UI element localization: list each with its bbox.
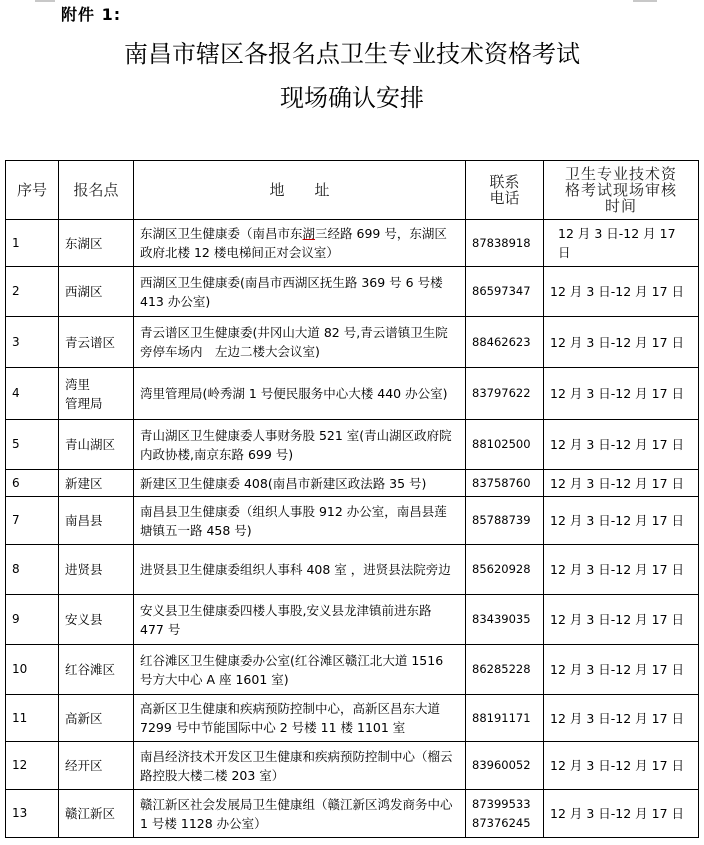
cell-time: 12 月 3 日-12 月 17 日 bbox=[544, 742, 699, 790]
cell-index: 4 bbox=[6, 368, 59, 420]
cell-time: 12 月 3 日-12 月 17 日 bbox=[544, 595, 699, 645]
table-row bbox=[6, 470, 699, 497]
attachment-label: 附件 1: bbox=[61, 5, 122, 24]
document-title-line1: 南昌市辖区各报名点卫生专业技术资格考试 bbox=[124, 40, 580, 68]
cell-address: 高新区卫生健康和疾病预防控制中心，高新区昌东大道 7299 号中节能国际中心 2 号楼 11 楼 1101 室 bbox=[134, 695, 466, 742]
table-row bbox=[6, 545, 699, 595]
header-index: 序号 bbox=[6, 161, 59, 220]
spellcheck-marked-text: 湖 bbox=[302, 226, 316, 241]
cell-time: 12 月 3 日-12 月 17 日 bbox=[544, 790, 699, 838]
cell-index: 6 bbox=[6, 470, 59, 497]
cell-site: 进贤县 bbox=[59, 545, 134, 595]
header-address-char1: 地 bbox=[269, 181, 315, 199]
cell-phone: 88102500 bbox=[466, 420, 544, 470]
table-row bbox=[6, 595, 699, 645]
cell-site: 新建区 bbox=[59, 470, 134, 497]
cell-time: 12 月 3 日-12 月 17 日 bbox=[544, 267, 699, 317]
cell-phone: 83797622 bbox=[466, 368, 544, 420]
cell-address: 西湖区卫生健康委(南昌市西湖区抚生路 369 号 6 号楼 413 办公室) bbox=[134, 267, 466, 317]
table-row bbox=[6, 317, 699, 368]
cell-time: 12 月 3 日-12 月 17 日 bbox=[544, 317, 699, 368]
page-edge-mark bbox=[633, 0, 657, 2]
cell-time: 12 月 3 日-12 月 17 日 bbox=[544, 645, 699, 695]
table-row bbox=[6, 790, 699, 838]
cell-site: 高新区 bbox=[59, 695, 134, 742]
cell-index: 7 bbox=[6, 497, 59, 545]
cell-index: 9 bbox=[6, 595, 59, 645]
cell-site: 赣江新区 bbox=[59, 790, 134, 838]
table-row bbox=[6, 368, 699, 420]
cell-phone: 83960052 bbox=[466, 742, 544, 790]
document-title-line2: 现场确认安排 bbox=[280, 84, 424, 112]
cell-site: 青云谱区 bbox=[59, 317, 134, 368]
cell-time: 12 月 3 日-12 月 17 日 bbox=[544, 497, 699, 545]
header-time bbox=[544, 161, 699, 220]
cell-phone: 83758760 bbox=[466, 470, 544, 497]
cell-time: 12 月 3 日-12 月 17 日 bbox=[544, 420, 699, 470]
site-line2: 管理局 bbox=[65, 395, 103, 411]
table-header-row bbox=[6, 161, 699, 220]
schedule-table bbox=[5, 160, 699, 838]
cell-address: 安义县卫生健康委四楼人事股,安义县龙津镇前进东路 477 号 bbox=[134, 595, 466, 645]
phone-line1: 87399533 bbox=[472, 796, 531, 811]
cell-index: 1 bbox=[6, 220, 59, 267]
cell-index: 10 bbox=[6, 645, 59, 695]
cell-address: 青山湖区卫生健康委人事财务股 521 室(青山湖区政府院内政协楼,南京东路 699 号) bbox=[134, 420, 466, 470]
cell-index: 11 bbox=[6, 695, 59, 742]
cell-address: 红谷滩区卫生健康委办公室(红谷滩区赣江北大道 1516 号方大中心 A 座 1601 室) bbox=[134, 645, 466, 695]
cell-phone: 85620928 bbox=[466, 545, 544, 595]
site-line1: 湾里 bbox=[65, 376, 91, 392]
cell-address: 进贤县卫生健康委组织人事科 408 室 ，进贤县法院旁边 bbox=[134, 545, 466, 595]
cell-site: 红谷滩区 bbox=[59, 645, 134, 695]
cell-address: 赣江新区社会发展局卫生健康组（赣江新区鸿发商务中心 1 号楼 1128 办公室） bbox=[134, 790, 466, 838]
cell-phone: 86597347 bbox=[466, 267, 544, 317]
cell-site: 南昌县 bbox=[59, 497, 134, 545]
cell-index: 13 bbox=[6, 790, 59, 838]
table-row bbox=[6, 645, 699, 695]
cell-time: 12 月 3 日-12 月 17 日 bbox=[544, 470, 699, 497]
header-address-char2: 址 bbox=[314, 181, 330, 199]
cell-time: 12 月 3 日-12 月 17 日 bbox=[544, 545, 699, 595]
cell-phone: 88462623 bbox=[466, 317, 544, 368]
address-text: 东湖区卫生健康委（南昌市东 bbox=[140, 226, 303, 241]
cell-address: 湾里管理局(岭秀湖 1 号便民服务中心大楼 440 办公室) bbox=[134, 368, 466, 420]
cell-site: 青山湖区 bbox=[59, 420, 134, 470]
table-row bbox=[6, 695, 699, 742]
page-edge-mark bbox=[35, 0, 55, 2]
header-address bbox=[134, 161, 466, 220]
cell-phone: 83439035 bbox=[466, 595, 544, 645]
phone-line2: 87376245 bbox=[472, 815, 531, 830]
table-row bbox=[6, 267, 699, 317]
cell-time: 12 月 3 日-12 月 17 日 bbox=[544, 220, 699, 267]
header-time-line1: 卫生专业技术资 bbox=[564, 165, 677, 183]
table-row bbox=[6, 497, 699, 545]
cell-address: 青云谱区卫生健康委(井冈山大道 82 号,青云谱镇卫生院旁停车场内 左边二楼大会议室) bbox=[134, 317, 466, 368]
cell-phone: 88191171 bbox=[466, 695, 544, 742]
cell-phone: 87838918 bbox=[466, 220, 544, 267]
header-site: 报名点 bbox=[59, 161, 134, 220]
cell-site: 东湖区 bbox=[59, 220, 134, 267]
address-text: 三经路 699 号，东湖区政府北楼 12 楼电梯间正对会议室） bbox=[140, 226, 447, 260]
cell-index: 5 bbox=[6, 420, 59, 470]
table-row bbox=[6, 220, 699, 267]
cell-phone: 86285228 bbox=[466, 645, 544, 695]
cell-index: 12 bbox=[6, 742, 59, 790]
header-phone-line1: 联系 bbox=[489, 173, 520, 191]
cell-phone: 85788739 bbox=[466, 497, 544, 545]
cell-index: 3 bbox=[6, 317, 59, 368]
cell-site bbox=[59, 368, 134, 420]
cell-time: 12 月 3 日-12 月 17 日 bbox=[544, 368, 699, 420]
cell-phone bbox=[466, 790, 544, 838]
cell-index: 2 bbox=[6, 267, 59, 317]
header-time-line3: 时间 bbox=[604, 197, 637, 215]
cell-address bbox=[134, 220, 466, 267]
header-phone-line2: 电话 bbox=[489, 189, 520, 207]
cell-address: 南昌经济技术开发区卫生健康和疾病预防控制中心（榴云路控股大楼二楼 203 室） bbox=[134, 742, 466, 790]
table-row bbox=[6, 742, 699, 790]
cell-time: 12 月 3 日-12 月 17 日 bbox=[544, 695, 699, 742]
cell-address: 新建区卫生健康委 408(南昌市新建区政法路 35 号) bbox=[134, 470, 466, 497]
table-row bbox=[6, 420, 699, 470]
cell-site: 西湖区 bbox=[59, 267, 134, 317]
header-time-line2: 格考试现场审核 bbox=[564, 181, 677, 199]
cell-address: 南昌县卫生健康委（组织人事股 912 办公室，南昌县莲塘镇五一路 458 号) bbox=[134, 497, 466, 545]
cell-site: 经开区 bbox=[59, 742, 134, 790]
header-phone bbox=[466, 161, 544, 220]
cell-site: 安义县 bbox=[59, 595, 134, 645]
cell-index: 8 bbox=[6, 545, 59, 595]
